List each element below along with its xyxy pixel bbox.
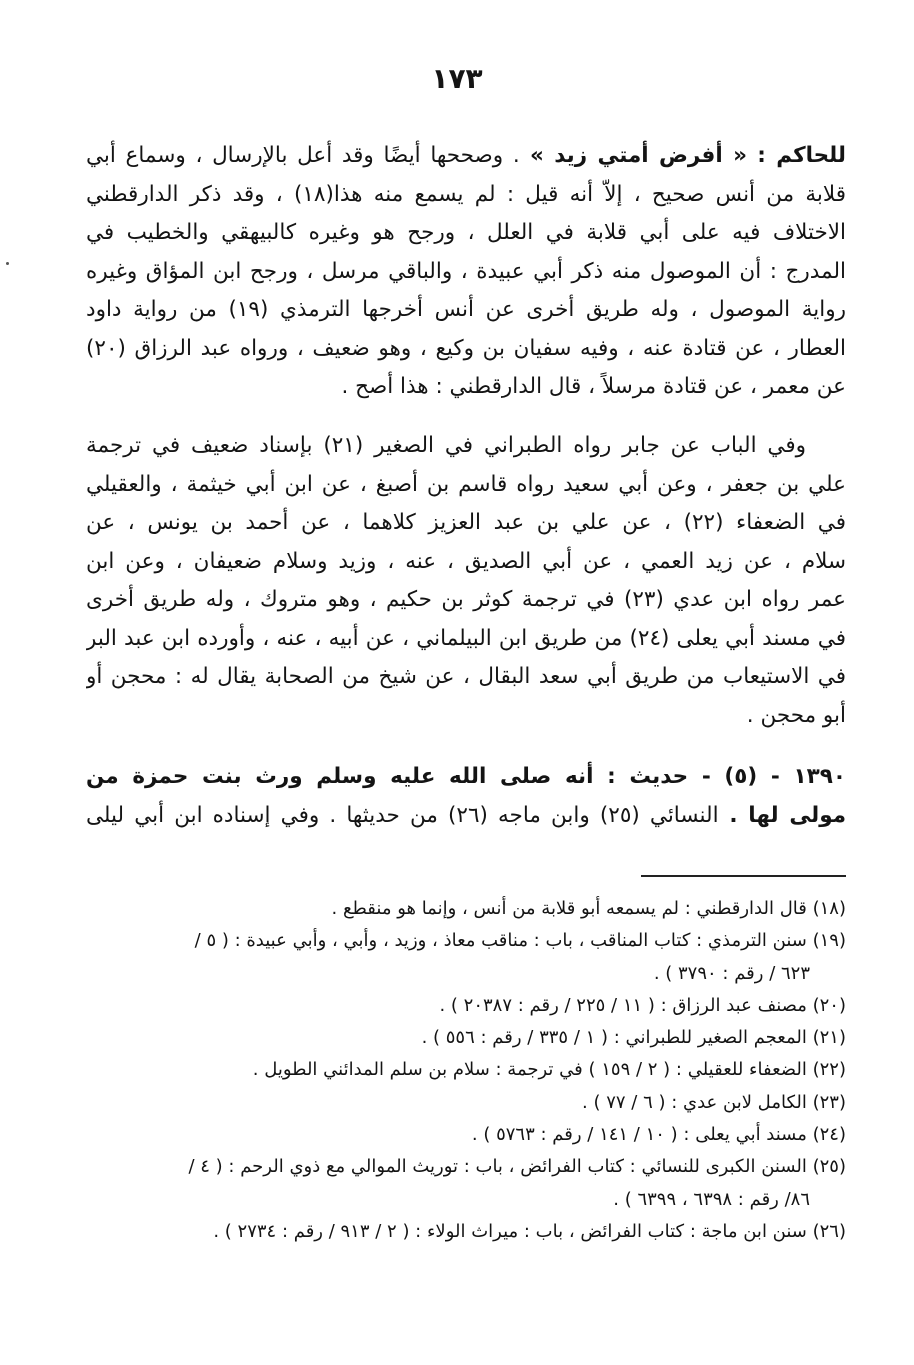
footnote-25: (٢٥) السنن الكبرى للنسائي : كتاب الفرائض ، باب : توريث الموالي مع ذوي الرحم : ( ٤ / bbox=[188, 1156, 846, 1178]
text-segment: النسائي (٢٥) وابن ماجه (٢٦) من حديثها . وفي إسناده ابن أبي ليلى bbox=[86, 802, 719, 828]
text-line: سلام ، عن زيد العمي ، عن أبي الصديق ، عنه ، وزيد وسلام ضعيفان ، وعن ابن bbox=[86, 548, 846, 574]
footnote-22: (٢٢) الضعفاء للعقيلي : ( ٢ / ١٥٩ ) في ترجمة : سلام بن سلم المدائني الطويل . bbox=[252, 1059, 846, 1081]
margin-dot bbox=[6, 262, 9, 265]
paragraph-1 bbox=[86, 137, 846, 407]
footnote-19: (١٩) سنن الترمذي : كتاب المناقب ، باب : مناقب معاذ ، وزيد ، وأبي ، وأبي عبيدة : ( ٥ / bbox=[194, 930, 846, 952]
text-line: العطار ، عن قتادة عنه ، وفيه سفيان بن وكيع ، وهو ضعيف ، ورواه عبد الرزاق (٢٠) bbox=[86, 335, 846, 361]
paragraph-2 bbox=[86, 427, 846, 735]
footnote-18: (١٨) قال الدارقطني : لم يسمعه أبو قلابة من أنس ، وإنما هو منقطع . bbox=[331, 898, 846, 919]
text-line: عن معمر ، عن قتادة مرسلاً ، قال الدارقطني : هذا أصح . bbox=[341, 374, 846, 399]
bold-phrase: للحاكم : « أفرض أمتي زيد » bbox=[519, 143, 846, 168]
footnote-24: (٢٤) مسند أبي يعلى : ( ١٠ / ١٤١ / رقم : ٥٧٦٣ ) . bbox=[471, 1124, 846, 1146]
page-number: ١٧٣ bbox=[431, 62, 483, 95]
text-line: رواية الموصول ، وله طريق أخرى عن أنس أخرجها الترمذي (١٩) من رواية داود bbox=[86, 297, 846, 322]
text-line: المدرج : أن الموصول منه ذكر أبي عبيدة ، والباقي مرسل ، ورجح ابن المؤاق وغيره bbox=[86, 258, 846, 284]
footnote-19-continued: ٦٢٣ / رقم : ٣٧٩٠ ) . bbox=[653, 962, 810, 984]
footnotes bbox=[76, 893, 846, 1248]
bold-phrase: مولى لها . bbox=[718, 802, 846, 828]
footnote-divider bbox=[641, 875, 846, 877]
text-segment: . وصححها أيضًا وقد أعل بالإرسال ، وسماع أبي bbox=[86, 143, 520, 168]
text-line: أبو محجن . bbox=[746, 702, 846, 728]
text-line bbox=[86, 797, 846, 836]
text-line: في الاستيعاب من طريق أبي سعد البقال ، عن شيخ من الصحابة يقال له : محجن أو bbox=[86, 664, 846, 689]
footnote-20: (٢٠) مصنف عبد الرزاق : ( ١١ / ٢٢٥ / رقم : ٢٠٣٨٧ ) . bbox=[439, 994, 846, 1016]
text-line: في مسند أبي يعلى (٢٤) من طريق ابن البيلماني ، عن أبيه ، عنه ، وأورده ابن عبد البر bbox=[86, 625, 846, 651]
footnote-21: (٢١) المعجم الصغير للطبراني : ( ١ / ٣٣٥ / رقم : ٥٥٦ ) . bbox=[421, 1027, 846, 1049]
text-line: في الضعفاء (٢٢) ، عن علي بن عبد العزيز كلاهما ، عن أحمد بن يونس ، عن bbox=[86, 510, 846, 535]
text-line: علي بن جعفر ، وعن أبي سعيد رواه قاسم بن أصبغ ، عن ابن أبي خيثمة ، والعقيلي bbox=[86, 471, 846, 497]
footnote-23: (٢٣) الكامل لابن عدي : ( ٦ / ٧٧ ) . bbox=[582, 1091, 846, 1113]
footnote-26: (٢٦) سنن ابن ماجة : كتاب الفرائض ، باب : ميراث الولاء : ( ٢ / ٩١٣ / رقم : ٢٧٣٤ ) . bbox=[213, 1220, 846, 1242]
text-line bbox=[86, 137, 846, 176]
text-line: الاختلاف فيه على أبي قلابة في العلل ، ورجح هو وغيره كالبيهقي والخطيب في bbox=[86, 220, 846, 245]
text-line: وفي الباب عن جابر رواه الطبراني في الصغير (٢١) بإسناد ضعيف في ترجمة bbox=[86, 433, 806, 458]
paragraph-3 bbox=[86, 758, 846, 835]
text-line: عمر رواه ابن عدي (٢٣) في ترجمة كوثر بن حكيم ، وهو متروك ، وله طريق أخرى bbox=[86, 587, 846, 612]
footnote-25-continued: ٨٦/ رقم : ٦٣٩٨ ، ٦٣٩٩ ) . bbox=[613, 1188, 810, 1210]
text-line: قلابة من أنس صحيح ، إلاّ أنه قيل : لم يسمع منه هذا(١٨) ، وقد ذكر الدارقطني bbox=[86, 181, 846, 207]
hadith-heading: ١٣٩٠ - (٥) - حديث : أنه صلى الله عليه وسلم ورث بنت حمزة من bbox=[86, 764, 846, 789]
